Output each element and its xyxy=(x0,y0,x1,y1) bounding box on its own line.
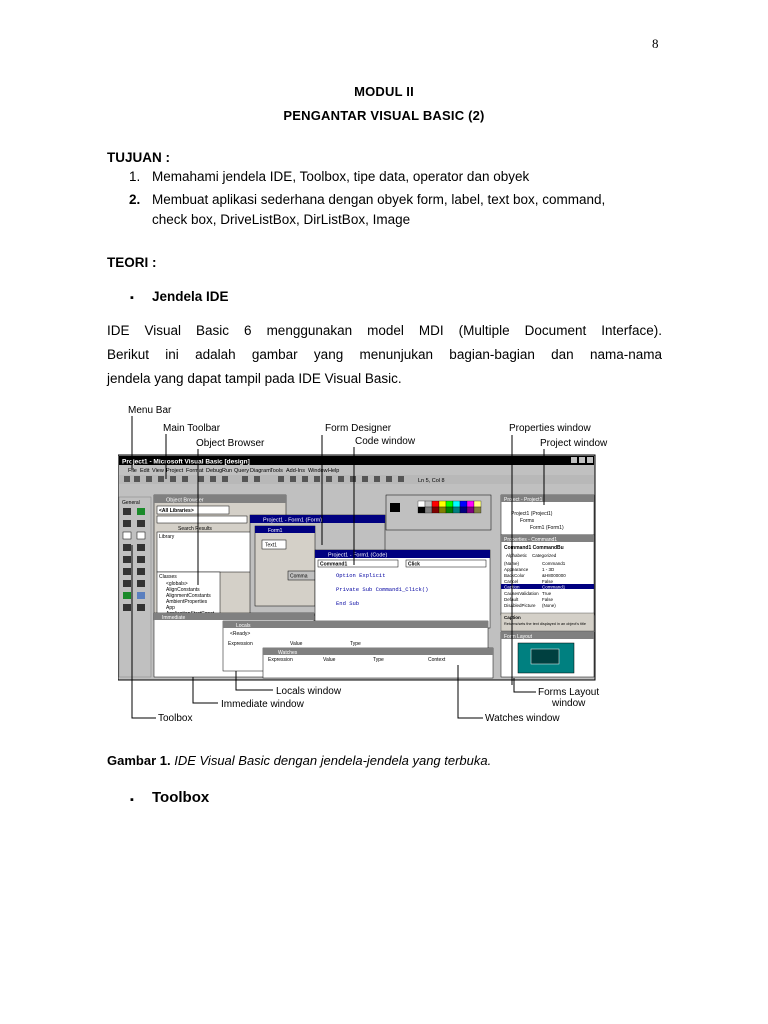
svg-text:BackColor: BackColor xyxy=(504,573,525,578)
svg-text:CausesValidation: CausesValidation xyxy=(504,591,539,596)
label-watches-window: Watches window xyxy=(485,713,560,724)
svg-text:Value: Value xyxy=(323,657,336,663)
svg-text:AlignmentConstants: AlignmentConstants xyxy=(166,593,211,599)
svg-text:Cancel: Cancel xyxy=(504,579,519,584)
label-immediate-window: Immediate window xyxy=(221,699,304,710)
module-title: MODUL II xyxy=(354,84,414,99)
svg-text:Format: Format xyxy=(186,468,204,474)
svg-text:Alphabetic: Alphabetic xyxy=(506,553,528,558)
caption-title: Caption xyxy=(504,615,521,620)
tujuan-heading: TUJUAN : xyxy=(107,150,170,165)
svg-text:Query: Query xyxy=(234,468,249,474)
code-proc-select: Click xyxy=(408,561,420,568)
locals-status: <Ready> xyxy=(230,631,251,637)
svg-text:Help: Help xyxy=(328,468,340,474)
svg-text:Edit: Edit xyxy=(140,468,150,474)
figure-caption xyxy=(107,753,491,768)
svg-text:(Name): (Name) xyxy=(504,561,520,566)
form-command-button: Comma xyxy=(290,573,308,580)
code-object-select: Command1 xyxy=(320,561,348,568)
watches-title: Watches xyxy=(278,650,298,656)
ide-menu-bar xyxy=(128,468,339,474)
svg-text:Type: Type xyxy=(373,657,384,663)
svg-text:<globals>: <globals> xyxy=(166,581,188,587)
paragraph-line-2: Berikut ini adalah gambar yang menunjukan bagian-bagian dan nama-nama xyxy=(107,347,662,362)
all-libraries-select: <All Libraries> xyxy=(159,508,194,514)
svg-text:Caption: Caption xyxy=(504,584,520,590)
svg-text:Value: Value xyxy=(290,641,303,647)
svg-text:End Sub: End Sub xyxy=(336,600,360,607)
svg-text:False: False xyxy=(542,579,554,584)
caption-label: Gambar 1. xyxy=(107,753,171,768)
object-browser-title: Object Browser xyxy=(166,497,204,504)
ide-position: Ln 5, Col 8 xyxy=(418,478,445,484)
svg-text:AmbientProperties: AmbientProperties xyxy=(166,599,208,605)
svg-text:Expression: Expression xyxy=(228,641,253,647)
label-toolbox: Toolbox xyxy=(158,713,193,724)
svg-text:Expression: Expression xyxy=(268,657,293,663)
svg-text:App: App xyxy=(166,605,175,611)
locals-title: Locals xyxy=(236,623,251,629)
paragraph-line-3: jendela yang dapat tampil pada IDE Visual Basic. xyxy=(107,371,402,386)
tujuan-num-1: 1. xyxy=(129,169,141,184)
label-forms-layout-1: Forms Layout xyxy=(538,687,600,698)
section-toolbox: Toolbox xyxy=(152,789,210,806)
svg-text:DisabledPicture: DisabledPicture xyxy=(504,603,536,608)
bullet-2: ▪ xyxy=(130,794,134,806)
svg-text:Categorized: Categorized xyxy=(532,553,557,558)
svg-text:Project1 (Project1): Project1 (Project1) xyxy=(511,511,553,517)
section-jendela-ide: Jendela IDE xyxy=(152,289,229,304)
ide-screenshot xyxy=(118,455,595,680)
code-window-title: Project1 - Form1 (Code) xyxy=(328,552,388,559)
layout-title: Form Layout xyxy=(504,634,533,640)
svg-text:True: True xyxy=(542,591,552,596)
caption-text: IDE Visual Basic dengan jendela-jendela yang terbuka. xyxy=(170,753,492,768)
svg-text:Private Sub Command1_Click(): Private Sub Command1_Click() xyxy=(336,586,429,593)
svg-text:Appearance: Appearance xyxy=(504,567,529,572)
teori-heading: TEORI : xyxy=(107,255,157,270)
svg-text:AlignConstants: AlignConstants xyxy=(166,587,200,593)
label-properties-window: Properties window xyxy=(509,423,591,434)
svg-text:Add-Ins: Add-Ins xyxy=(286,468,305,474)
svg-text:Default: Default xyxy=(504,597,519,602)
form-window-title: Project1 - Form1 (Form) xyxy=(263,517,322,524)
svg-text:Debug: Debug xyxy=(206,468,223,474)
svg-text:Type: Type xyxy=(350,641,361,647)
tujuan-item-2: Membuat aplikasi sederhana dengan obyek form, label, text box, command, xyxy=(152,192,606,207)
svg-text:Command1: Command1 xyxy=(542,561,566,566)
paragraph xyxy=(107,319,662,391)
immediate-title: Immediate xyxy=(162,615,186,621)
svg-text:1 - 3D: 1 - 3D xyxy=(542,567,555,572)
label-locals-window: Locals window xyxy=(276,686,342,697)
label-project-window: Project window xyxy=(540,438,608,449)
toolbox-title: General xyxy=(122,500,140,506)
svg-text:Context: Context xyxy=(428,657,446,663)
bullet-1: ▪ xyxy=(130,292,134,304)
svg-text:Window: Window xyxy=(308,468,328,474)
tujuan-item-1: Memahami jendela IDE, Toolbox, tipe data, operator dan obyek xyxy=(152,169,530,184)
svg-text:Forms: Forms xyxy=(520,518,535,524)
svg-text:Tools: Tools xyxy=(270,468,283,474)
tujuan-num-2: 2. xyxy=(129,192,141,207)
label-main-toolbar: Main Toolbar xyxy=(163,423,221,434)
props-object: Command1 CommandBu xyxy=(504,545,564,551)
label-object-browser: Object Browser xyxy=(196,438,265,449)
svg-text:Run: Run xyxy=(222,468,233,474)
props-title: Properties - Command1 xyxy=(504,537,558,543)
label-forms-layout-2: window xyxy=(552,698,586,709)
svg-text:False: False xyxy=(542,597,554,602)
project-title: Project - Project1 xyxy=(504,497,543,503)
form-textbox: Text1 xyxy=(265,542,277,549)
svg-text:Command1: Command1 xyxy=(542,584,566,590)
color-palette xyxy=(418,501,481,513)
page-number: 8 xyxy=(652,36,659,51)
ide-figure xyxy=(118,395,648,730)
tujuan-item-2-cont: check box, DriveListBox, DirListBox, Image xyxy=(152,212,411,227)
svg-text:&H8000000: &H8000000 xyxy=(542,573,566,578)
caption-desc: Returns/sets the text displayed in an object's title xyxy=(504,622,586,626)
form-title: Form1 xyxy=(268,528,283,534)
ide-titlebar: Project1 - Microsoft Visual Basic [design] xyxy=(122,458,250,466)
svg-text:Form1 (Form1): Form1 (Form1) xyxy=(530,525,564,531)
svg-text:Diagram: Diagram xyxy=(250,468,271,474)
props-tabs xyxy=(506,553,557,558)
svg-text:View: View xyxy=(152,468,164,474)
label-code-window: Code window xyxy=(355,436,416,447)
search-results-label: Search Results xyxy=(178,526,212,532)
module-subtitle: PENGANTAR VISUAL BASIC (2) xyxy=(283,108,485,123)
svg-text:Project: Project xyxy=(166,468,184,474)
svg-text:Option Explicit: Option Explicit xyxy=(336,572,386,579)
classes-title: Classes xyxy=(159,574,177,580)
library-col: Library xyxy=(159,534,175,540)
label-form-designer: Form Designer xyxy=(325,423,392,434)
svg-text:File: File xyxy=(128,468,137,474)
svg-text:(None): (None) xyxy=(542,603,556,608)
label-menu-bar: Menu Bar xyxy=(128,405,172,416)
paragraph-line-1: IDE Visual Basic 6 menggunakan model MDI (Multiple Document Interface). xyxy=(107,323,662,338)
